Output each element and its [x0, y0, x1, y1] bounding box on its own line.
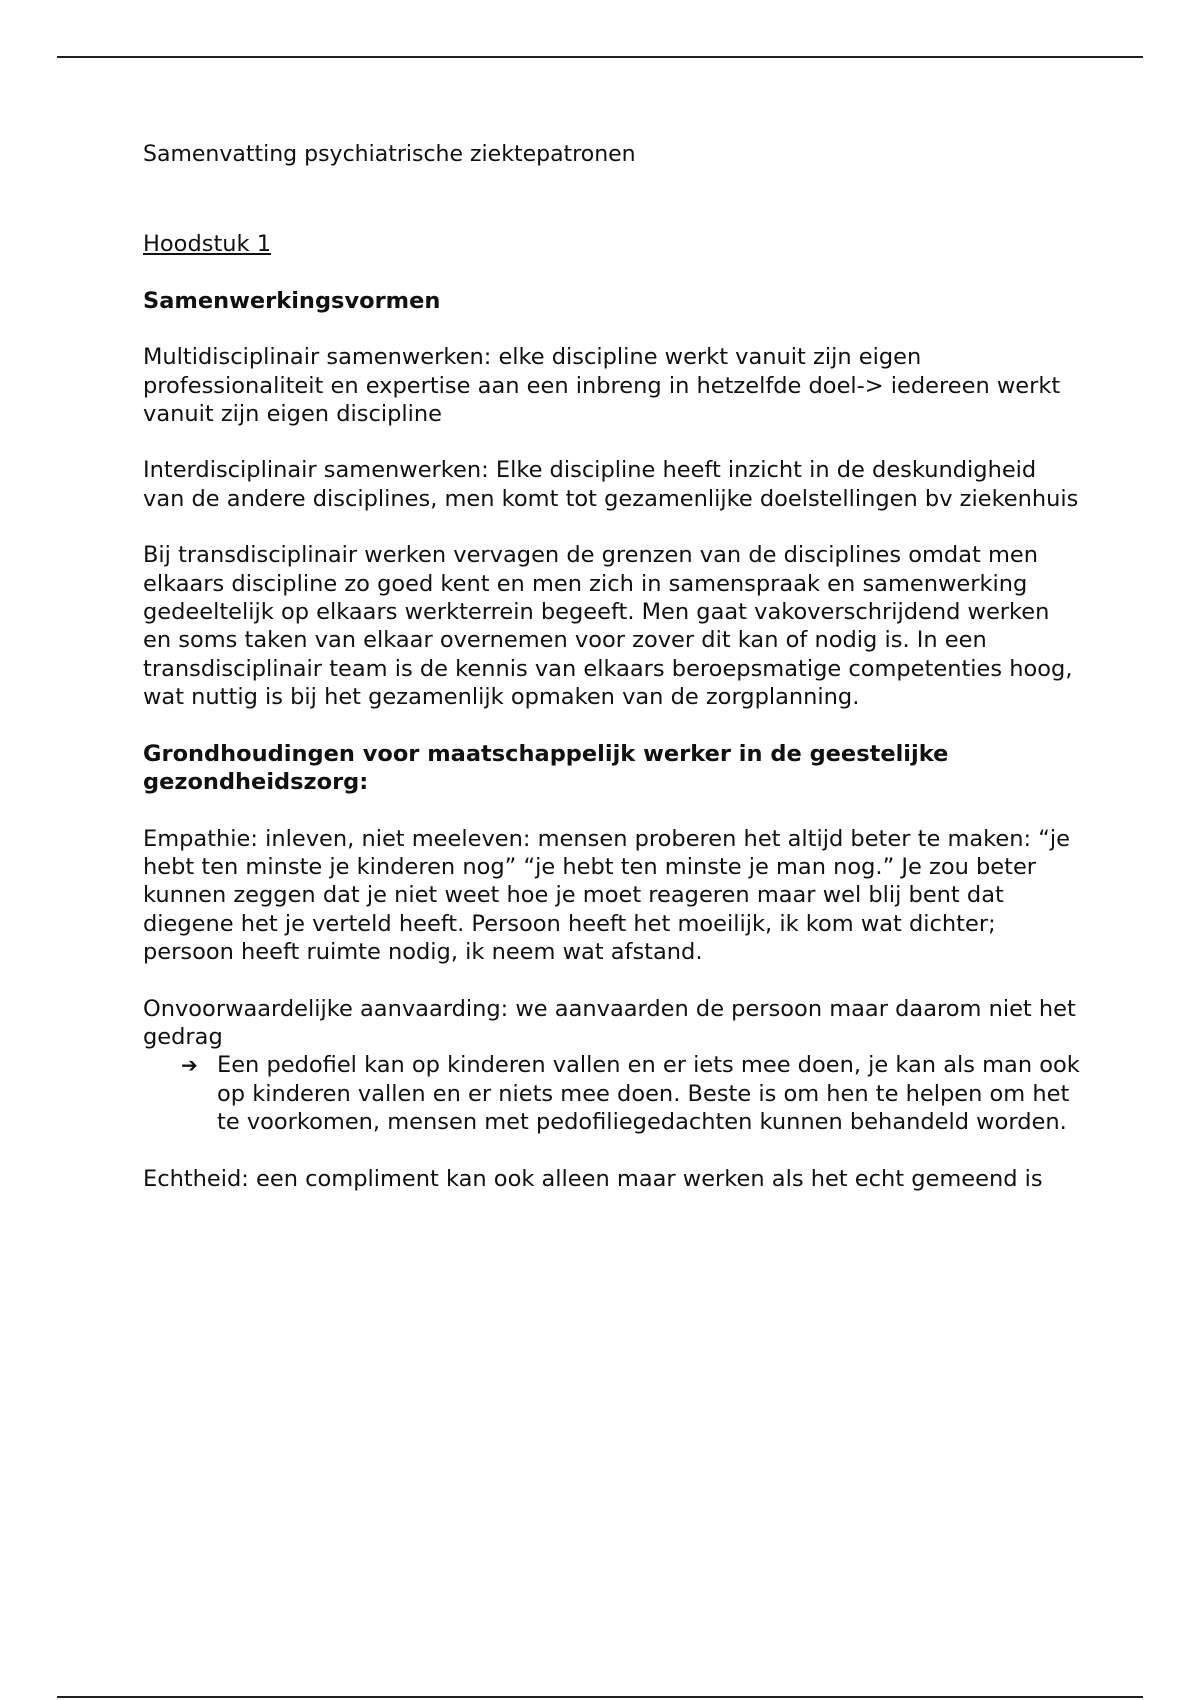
section-heading-samenwerkingsvormen: Samenwerkingsvormen [143, 287, 441, 314]
paragraph-echtheid: Echtheid: een compliment kan ook alleen maar werken als het echt gemeend is [143, 1165, 1043, 1192]
paragraph-transdisciplinair: Bij transdisciplinair werken vervagen de grenzen van de disciplines omdat men elkaars discipline zo goed kent en men zich in samenspraak en samenwerking gedeeltelijk op elkaars werkterrein begeeft. Men gaat vakoverschrijdend werken en soms taken van elkaar overnemen voor zover dit kan of nodig is. In een transdisciplinair team is de kennis van elkaars beroepsmatige competenties hoog, wat nuttig is bij het gezamenlijk opmaken van de zorgplanning. [143, 542, 1073, 711]
document-body [143, 141, 1083, 1193]
paragraph-empathie: Empathie: inleven, niet meeleven: mensen proberen het altijd beter te maken: “je hebt ten minste je kinderen nog” “je hebt ten minste je man nog.” Je zou beter kunnen zeggen dat je niet weet hoe je moet reageren maar wel blij bent dat diegene het je verteld heeft. Persoon heeft het moeilijk, ik kom wat dichter; persoon heeft ruimte nodig, ik neem wat afstand. [143, 825, 1070, 966]
chapter-heading: Hoodstuk 1 [143, 231, 272, 258]
bullet-text: Een pedofiel kan op kinderen vallen en er iets mee doen, je kan als man ook op kinderen vallen en er niets mee doen. Beste is om hen te helpen om het te voorkomen, mensen met pedofiliegedachten kunnen behandeld worden. [217, 1052, 1080, 1136]
section-heading-grondhoudingen: Grondhoudingen voor maatschappelijk werker in de geestelijke gezondheidszorg: [143, 740, 949, 796]
document-title: Samenvatting psychiatrische ziektepatronen [143, 142, 636, 167]
top-rule [57, 56, 1143, 58]
bottom-rule [57, 1696, 1143, 1698]
arrow-icon: ➔ [181, 1053, 198, 1078]
paragraph-interdisciplinair: Interdisciplinair samenwerken: Elke discipline heeft inzicht in de deskundigheid van de andere disciplines, men komt tot gezamenlijke doelstellingen bv ziekenhuis [143, 457, 1079, 512]
paragraph-multidisciplinair: Multidisciplinair samenwerken: elke discipline werkt vanuit zijn eigen professionaliteit en expertise aan een inbreng in hetzelfde doel-> iedereen werkt vanuit zijn eigen discipline [143, 344, 1061, 428]
paragraph-onvoorwaardelijke-aanvaarding: Onvoorwaardelijke aanvaarding: we aanvaarden de persoon maar daarom niet het gedrag [143, 995, 1076, 1050]
bullet-list [143, 1051, 1083, 1136]
list-item [143, 1051, 1083, 1136]
